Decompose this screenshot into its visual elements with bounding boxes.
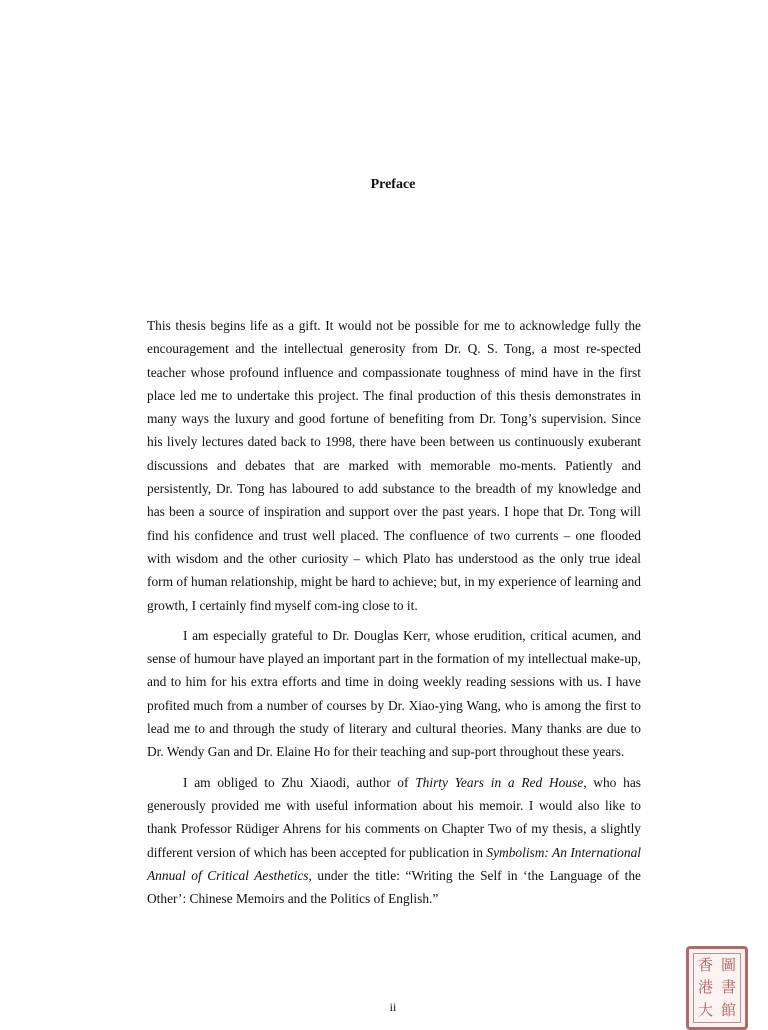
- page-number: ii: [389, 1000, 397, 1014]
- paragraph-3-text-c: , under the title: “Writing the Self in ‘the Language of the Other’: Chinese Memoirs and the Politics of English.”: [147, 867, 641, 907]
- paragraph-2-text: I am especially grateful to Dr. Douglas Kerr, whose erudition, critical acumen, and sense of humour have played an important part in the formation of my intellectual make-up, and to him for his extra efforts and time in doing weekly reading sessions with us. I have profited much from a number of courses by Dr. Xiao-ying Wang, who is among the first to lead me to and through the study of literary and cultural theories. Many thanks are due to Dr. Wendy Gan and Dr. Elaine Ho for their teaching and sup-port throughout these years.: [147, 627, 641, 760]
- seal-glyph: 館: [720, 1001, 736, 1020]
- journal-title: Symbolism: An International Annual of Critical Aesthetics: [147, 844, 641, 883]
- body-text: [147, 314, 641, 917]
- paragraph-3-text-a: I am obliged to Zhu Xiaodi, author of: [183, 774, 416, 790]
- seal-glyph: 大: [697, 1001, 713, 1020]
- paragraph-1-text: This thesis begins life as a gift. It would not be possible for me to acknowledge fully the encouragement and the intellectual generosity from Dr. Q. S. Tong, a most re-spected teacher whose profound influence and compassionate toughness of mind have in the first place led me to undertake this project. The final production of this thesis demonstrates in many ways the luxury and good fortune of benefiting from Dr. Tong’s supervision. Since his lively lectures dated back to 1998, there have been between us continuously exuberant discussions and debates that are marked with memorable mo-ments. Patiently and persistently, Dr. Tong has laboured to add substance to the breadth of my knowledge and has been a source of inspiration and support over the past years. I hope that Dr. Tong will find his confidence and trust well placed. The confluence of two currents – one flooded with wisdom and the other curiosity – which Plato has understood as the only true ideal form of human relationship, might be hard to achieve; but, in my experience of learning and growth, I certainly find myself com-ing close to it.: [147, 318, 641, 613]
- paragraph-2: [147, 624, 641, 764]
- seal-glyph: 港: [697, 978, 713, 997]
- seal-glyph: 書: [720, 978, 736, 997]
- library-seal-stamp: [686, 946, 748, 1030]
- seal-glyph: 圖: [720, 955, 736, 974]
- page-title: Preface: [370, 177, 416, 192]
- paragraph-1: [147, 314, 641, 617]
- seal-inner-frame: [693, 953, 741, 1023]
- seal-glyph: 香: [697, 955, 713, 974]
- paragraph-3: [147, 771, 641, 911]
- paragraph-3-text-b: , who has generously provided me with useful information about his memoir. I would also like to thank Professor Rüdiger Ahrens for his comments on Chapter Two of my thesis, a slightly different version of which has been accepted for publication in: [147, 774, 641, 860]
- book-title: Thirty Years in a Red House: [415, 774, 584, 790]
